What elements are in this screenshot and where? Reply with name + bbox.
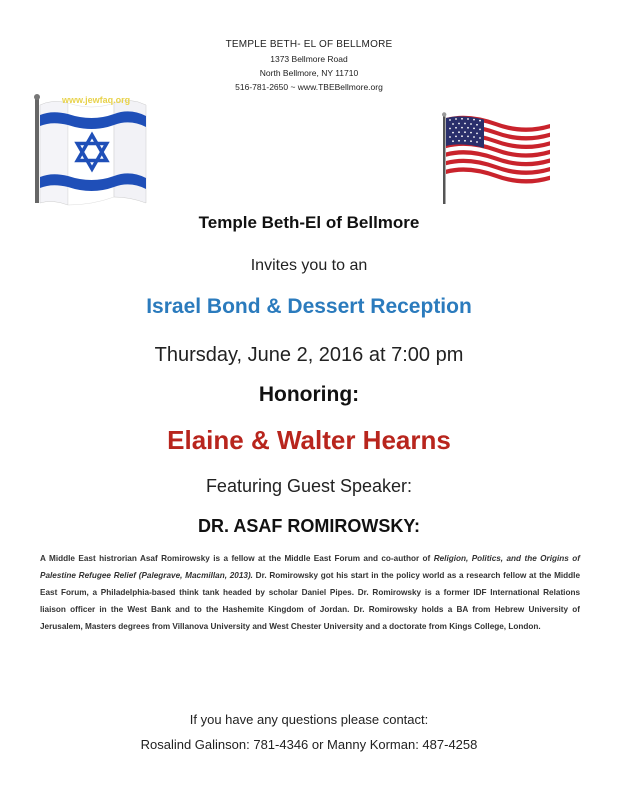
letterhead-contact: 516-781-2650 ~ www.TBEBellmore.org [235,82,383,92]
honorees-names: Elaine & Walter Hearns [167,425,451,455]
guest-speaker-name: DR. ASAF ROMIROWSKY: [198,516,420,536]
honoring-label: Honoring: [258,383,360,406]
us-flag-icon [438,112,553,204]
event-datetime: Thursday, June 2, 2016 at 7:00 pm [154,344,464,366]
bio-text-body: Dr. Romirowsky got his start in the policy world as a research fellow at the Middle East Forum, a Philadelphia-based think tank headed by scholar Daniel Pipes. Dr. Romirowsky is a former IDF International Relations liaison officer in the West Bank and to the Hashemite Kingdom of Jordan. Dr. Romirowsky holds a BA from Hebrew University of Jerusalem, Masters degrees from Villanova University and West Chester University and a doctorate from Kings College, London. [40,571,580,631]
letterhead-street: 1373 Bellmore Road [270,54,348,64]
letterhead [0,38,618,94]
bio-book-title: Religion, Politics, and the Origins of Palestine Refugee Relief (Palegrave, Macmillan, 2013). [40,554,580,580]
contact-details: Rosalind Galinson: 781-4346 or Manny Korman: 487-4258 [140,737,478,752]
contact-prompt: If you have any questions please contact: [189,712,429,727]
bio-text-intro: A Middle East histrorian Asaf Romirowsky is a fellow at the Middle East Forum and co-author of [40,554,434,563]
featuring-label: Featuring Guest Speaker: [205,476,413,496]
letterhead-city: North Bellmore, NY 11710 [259,68,359,78]
watermark: www.jewfaq.org [62,95,131,105]
speaker-bio [40,550,580,635]
temple-name-heading: Temple Beth-El of Bellmore [198,213,420,232]
letterhead-org-name: TEMPLE BETH- EL OF BELLMORE [225,39,393,50]
invitation-line: Invites you to an [250,257,368,274]
event-title: Israel Bond & Dessert Reception [146,295,472,318]
israel-flag-icon [32,93,150,207]
